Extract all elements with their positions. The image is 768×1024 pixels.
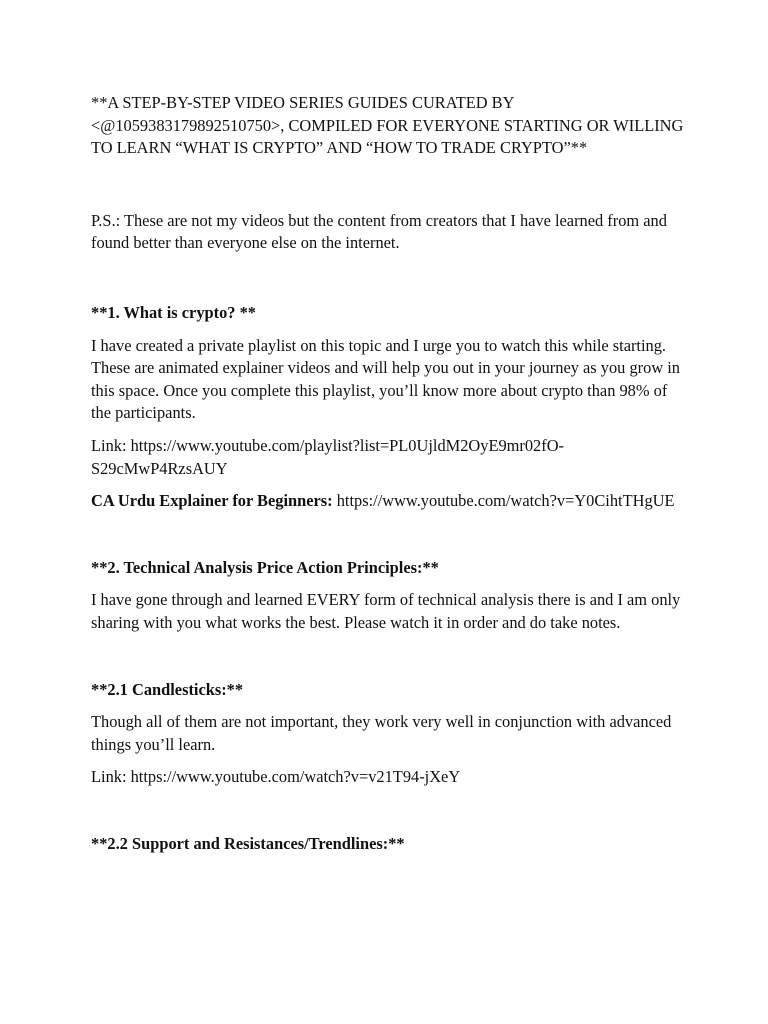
section-1-title: **1. What is crypto? ** <box>91 302 256 322</box>
section-2-body: I have gone through and learned EVERY form of technical analysis there is and I am only sharing with you what works the best. Please watch it in order and do take notes. <box>91 590 681 632</box>
document-content <box>91 92 691 865</box>
section-1-link[interactable]: Link: https://www.youtube.com/playlist?list=PL0UjldM2OyE9mr02fO-S29cMwP4RzsAUY <box>91 435 565 478</box>
ca-urdu-label: CA Urdu Explainer for Beginners: <box>91 491 333 511</box>
section-2-1-body: Though all of them are not important, they work very well in conjunction with advanced things you’ll learn. <box>91 712 672 754</box>
section-2-1-link[interactable]: Link: https://www.youtube.com/watch?v=v21T94-jXeY <box>91 767 461 787</box>
ca-urdu-explainer <box>91 490 691 513</box>
section-2-title: **2. Technical Analysis Price Action Principles:** <box>91 557 439 577</box>
section-2-2-title: **2.2 Support and Resistances/Trendlines:** <box>91 833 405 853</box>
ps-note: P.S.: These are not my videos but the content from creators that I have learned from and found better than everyone else on the internet. <box>91 210 667 253</box>
section-2-1-title: **2.1 Candlesticks:** <box>91 679 244 699</box>
intro-title: **A STEP-BY-STEP VIDEO SERIES GUIDES CURATED BY <@1059383179892510750>, COMPILED FOR EVERYONE STARTING OR WILLING TO LEARN “WHAT IS CRYPTO” AND “HOW TO TRADE CRYPTO”** <box>91 93 684 158</box>
ca-urdu-link[interactable]: https://www.youtube.com/watch?v=Y0CihtTHgUE <box>332 491 675 511</box>
section-1-body: I have created a private playlist on this topic and I urge you to watch this while starting. These are animated explainer videos and will help you out in your journey as you grow in this space. Once you complete this playlist, you’ll know more about crypto than 98% of the participants. <box>91 335 680 423</box>
